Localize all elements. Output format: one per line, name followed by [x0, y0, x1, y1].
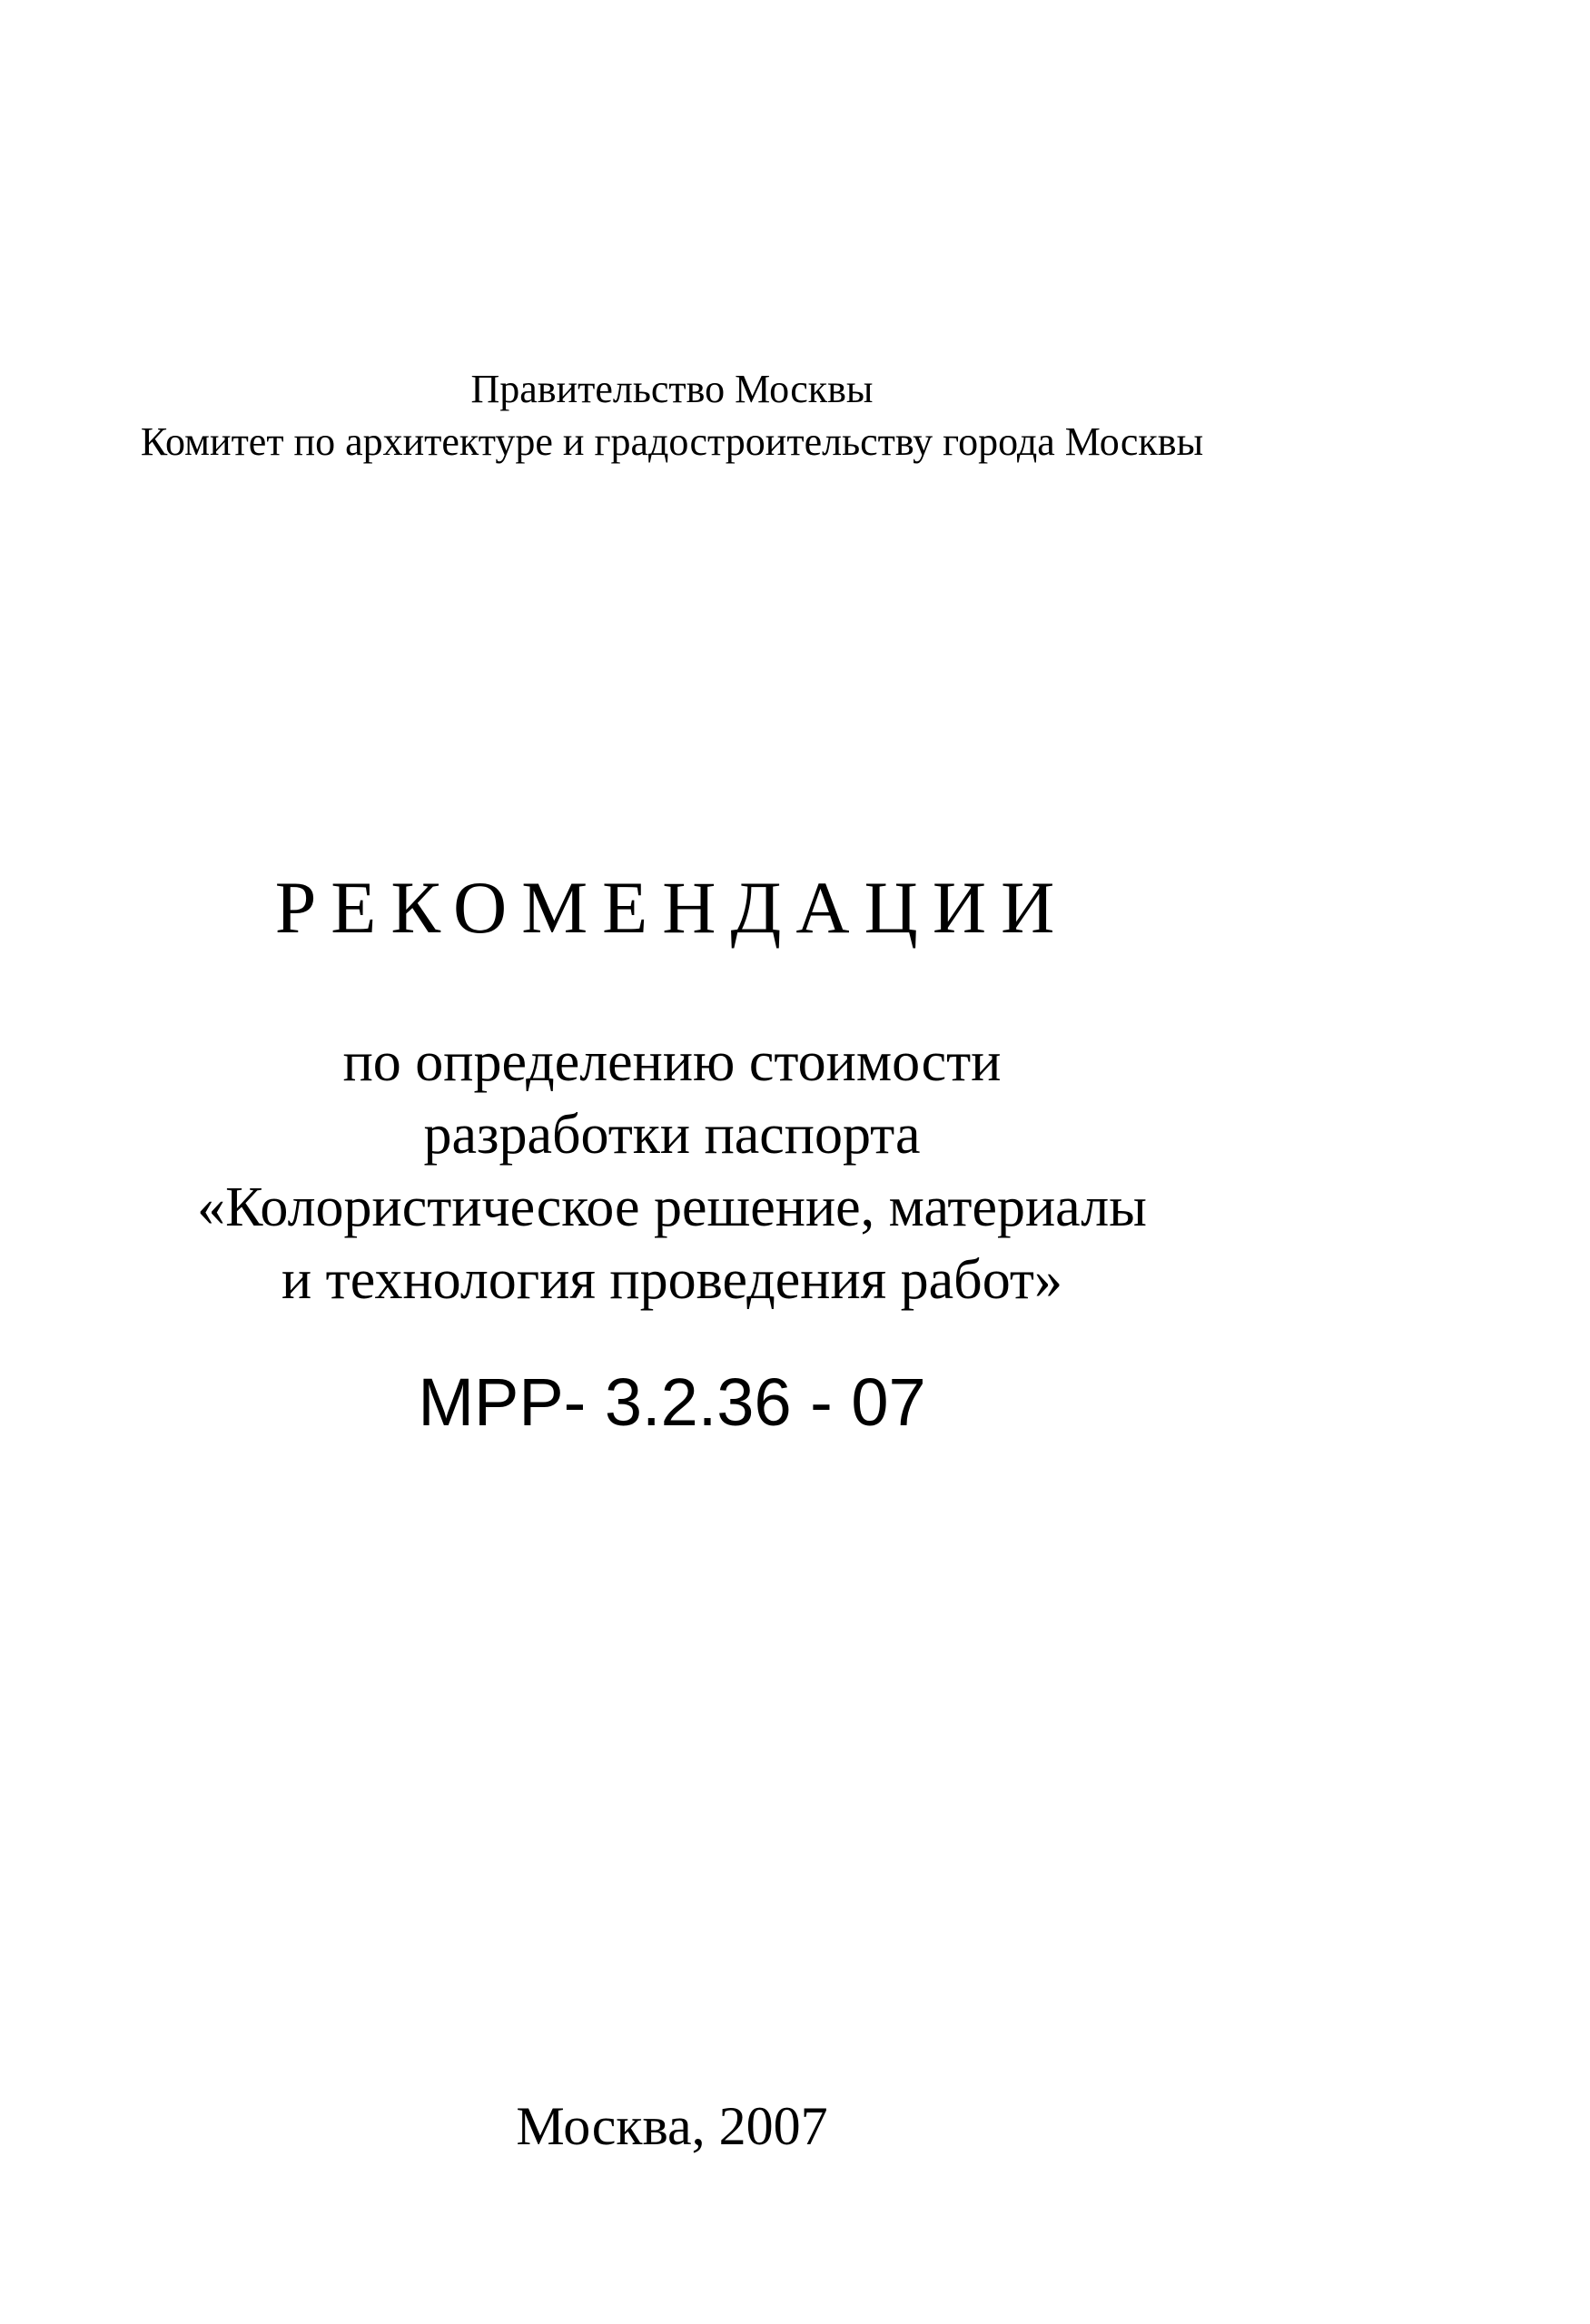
document-code: МРР- 3.2.36 - 07	[418, 1364, 926, 1440]
document-subtitle	[0, 1026, 1344, 1316]
issuer-committee: Комитет по архитектуре и градостроительству города Москвы	[140, 419, 1204, 464]
issuer-block	[0, 363, 1344, 468]
issuer-government: Правительство Москвы	[470, 367, 874, 411]
subtitle-line-4: и технология проведения работ»	[281, 1249, 1062, 1311]
subtitle-line-2: разработки паспорта	[423, 1104, 921, 1166]
subtitle-line-3: «Колористическое решение, материалы	[197, 1177, 1147, 1238]
subtitle-line-1: по определению стоимости	[342, 1031, 1002, 1093]
publication-place-year: Москва, 2007	[516, 2096, 828, 2156]
document-type-heading: РЕКОМЕНДАЦИИ	[274, 866, 1070, 949]
